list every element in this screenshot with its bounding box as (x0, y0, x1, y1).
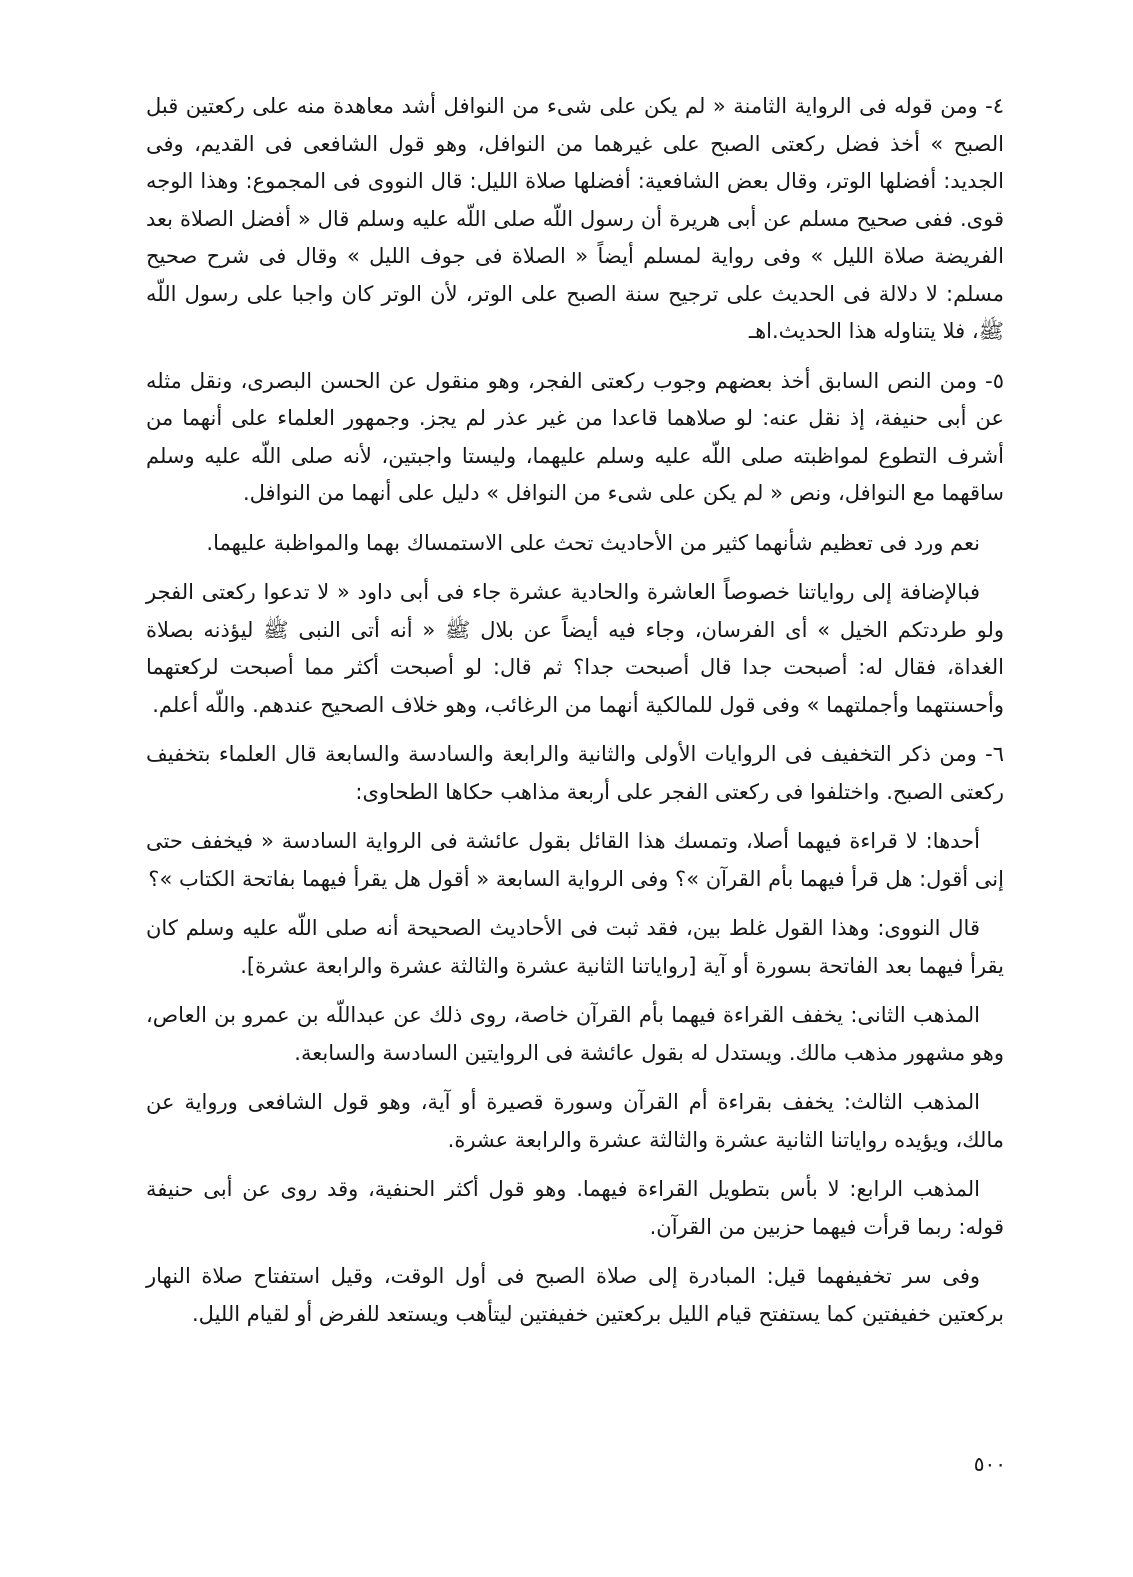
paragraph-second-school: المذهب الثانى: يخفف القراءة فيهما بأم القرآن خاصة، روى ذلك عن عبداللّه بن عمرو بن العاص، وهو مشهور مذهب مالك. ويستدل له بقول عائشة فى الروايتين السادسة والسابعة. (146, 1003, 1004, 1065)
paragraph-item-6: ٦- ومن ذكر التخفيف فى الروايات الأولى والثانية والرابعة والسادسة والسابعة قال العلماء بتخفيف ركعتى الصبح. واختلفوا فى ركعتى الفجر على أربعة مذاهب حكاها الطحاوى: (146, 742, 1004, 804)
paragraph-reason-lightening: وفى سر تخفيفهما قيل: المبادرة إلى صلاة الصبح فى أول الوقت، وقيل استفتاح صلاة النهار بركعتين خفيفتين كما يستفتح قيام الليل بركعتين خفيفتين ليتأهب ويستعد للفرض أو لقيام الليل. (146, 1264, 1004, 1326)
paragraph-nawawi-comment: قال النووى: وهذا القول غلط بين، فقد ثبت فى الأحاديث الصحيحة أنه صلى اللّه عليه وسلم كان يقرأ فيهما بعد الفاتحة بسورة أو آية [رواياتنا الثانية عشرة والثالثة عشرة والرابعة عشرة]. (146, 916, 1004, 978)
paragraph-item-5: ٥- ومن النص السابق أخذ بعضهم وجوب ركعتى الفجر، وهو منقول عن الحسن البصرى، ونقل مثله عن أبى حنيفة، إذ نقل عنه: لو صلاهما قاعدا من غير عذر لم يجز. وجمهور العلماء على أنهما من أشرف التطوع لمواظبته صلى اللّه عليه وسلم عليهما، وليستا واجبتين، لأنه صلى اللّه عليه وسلم ساقهما مع النوافل، ونص « لم يكن على شىء من النوافل » دليل على أنهما من النوافل. (146, 368, 1004, 505)
body-text (146, 88, 1004, 1345)
paragraph-fourth-school: المذهب الرابع: لا بأس بتطويل القراءة فيهما. وهو قول أكثر الحنفية، وقد روى عن أبى حنيفة قوله: ربما قرأت فيهما حزبين من القرآن. (146, 1177, 1004, 1239)
paragraph-abu-dawud: فبالإضافة إلى رواياتنا خصوصاً العاشرة والحادية عشرة جاء فى أبى داود « لا تدعوا ركعتى الفجر ولو طردتكم الخيل » أى الفرسان، وجاء فيه أيضاً عن بلال ﷺ « أنه أتى النبى ﷺ ليؤذنه بصلاة الغداة، فقال له: أصبحت جدا قال أصبحت جدا؟ ثم قال: لو أصبحت أكثر مما أصبحت لركعتهما وأحسنتهما وأجملتهما » وفى قول للمالكية أنهما من الرغائب، وهو خلاف الصحيح عندهم. واللّه أعلم. (146, 580, 1004, 717)
page-number: ٥٠٠ (973, 1452, 1006, 1476)
paragraph-first-school: أحدها: لا قراءة فيهما أصلا، وتمسك هذا القائل بقول عائشة فى الرواية السادسة « فيخفف حتى إنى أقول: هل قرأ فيهما بأم القرآن »؟ وفى الرواية السابعة « أقول هل يقرأ فيهما بفاتحة الكتاب »؟ (146, 829, 1004, 891)
paragraph-item-4: ٤- ومن قوله فى الرواية الثامنة « لم يكن على شىء من النوافل أشد معاهدة منه على ركعتين قبل الصبح » أخذ فضل ركعتى الصبح على غيرهما من النوافل، وهو قول الشافعى فى القديم، وفى الجديد: أفضلها الوتر، وقال بعض الشافعية: أفضلها صلاة الليل: قال النووى فى المجموع: وهذا الوجه قوى. ففى صحيح مسلم عن أبى هريرة أن رسول اللّه صلى اللّه عليه وسلم قال « أفضل الصلاة بعد الفريضة صلاة الليل » وفى رواية لمسلم أيضاً « الصلاة فى جوف الليل » وقال فى شرح صحيح مسلم: لا دلالة فى الحديث على ترجيح سنة الصبح على الوتر، لأن الوتر كان واجبا على رسول اللّه ﷺ، فلا يتناوله هذا الحديث.اهـ (146, 94, 1004, 343)
paragraph-encouragement: نعم ورد فى تعظيم شأنهما كثير من الأحاديث تحث على الاستمساك بهما والمواظبة عليهما. (206, 530, 980, 555)
paragraph-third-school: المذهب الثالث: يخفف بقراءة أم القرآن وسورة قصيرة أو آية، وهو قول الشافعى ورواية عن مالك، ويؤيده رواياتنا الثانية عشرة والثالثة عشرة والرابعة عشرة. (146, 1090, 1004, 1152)
